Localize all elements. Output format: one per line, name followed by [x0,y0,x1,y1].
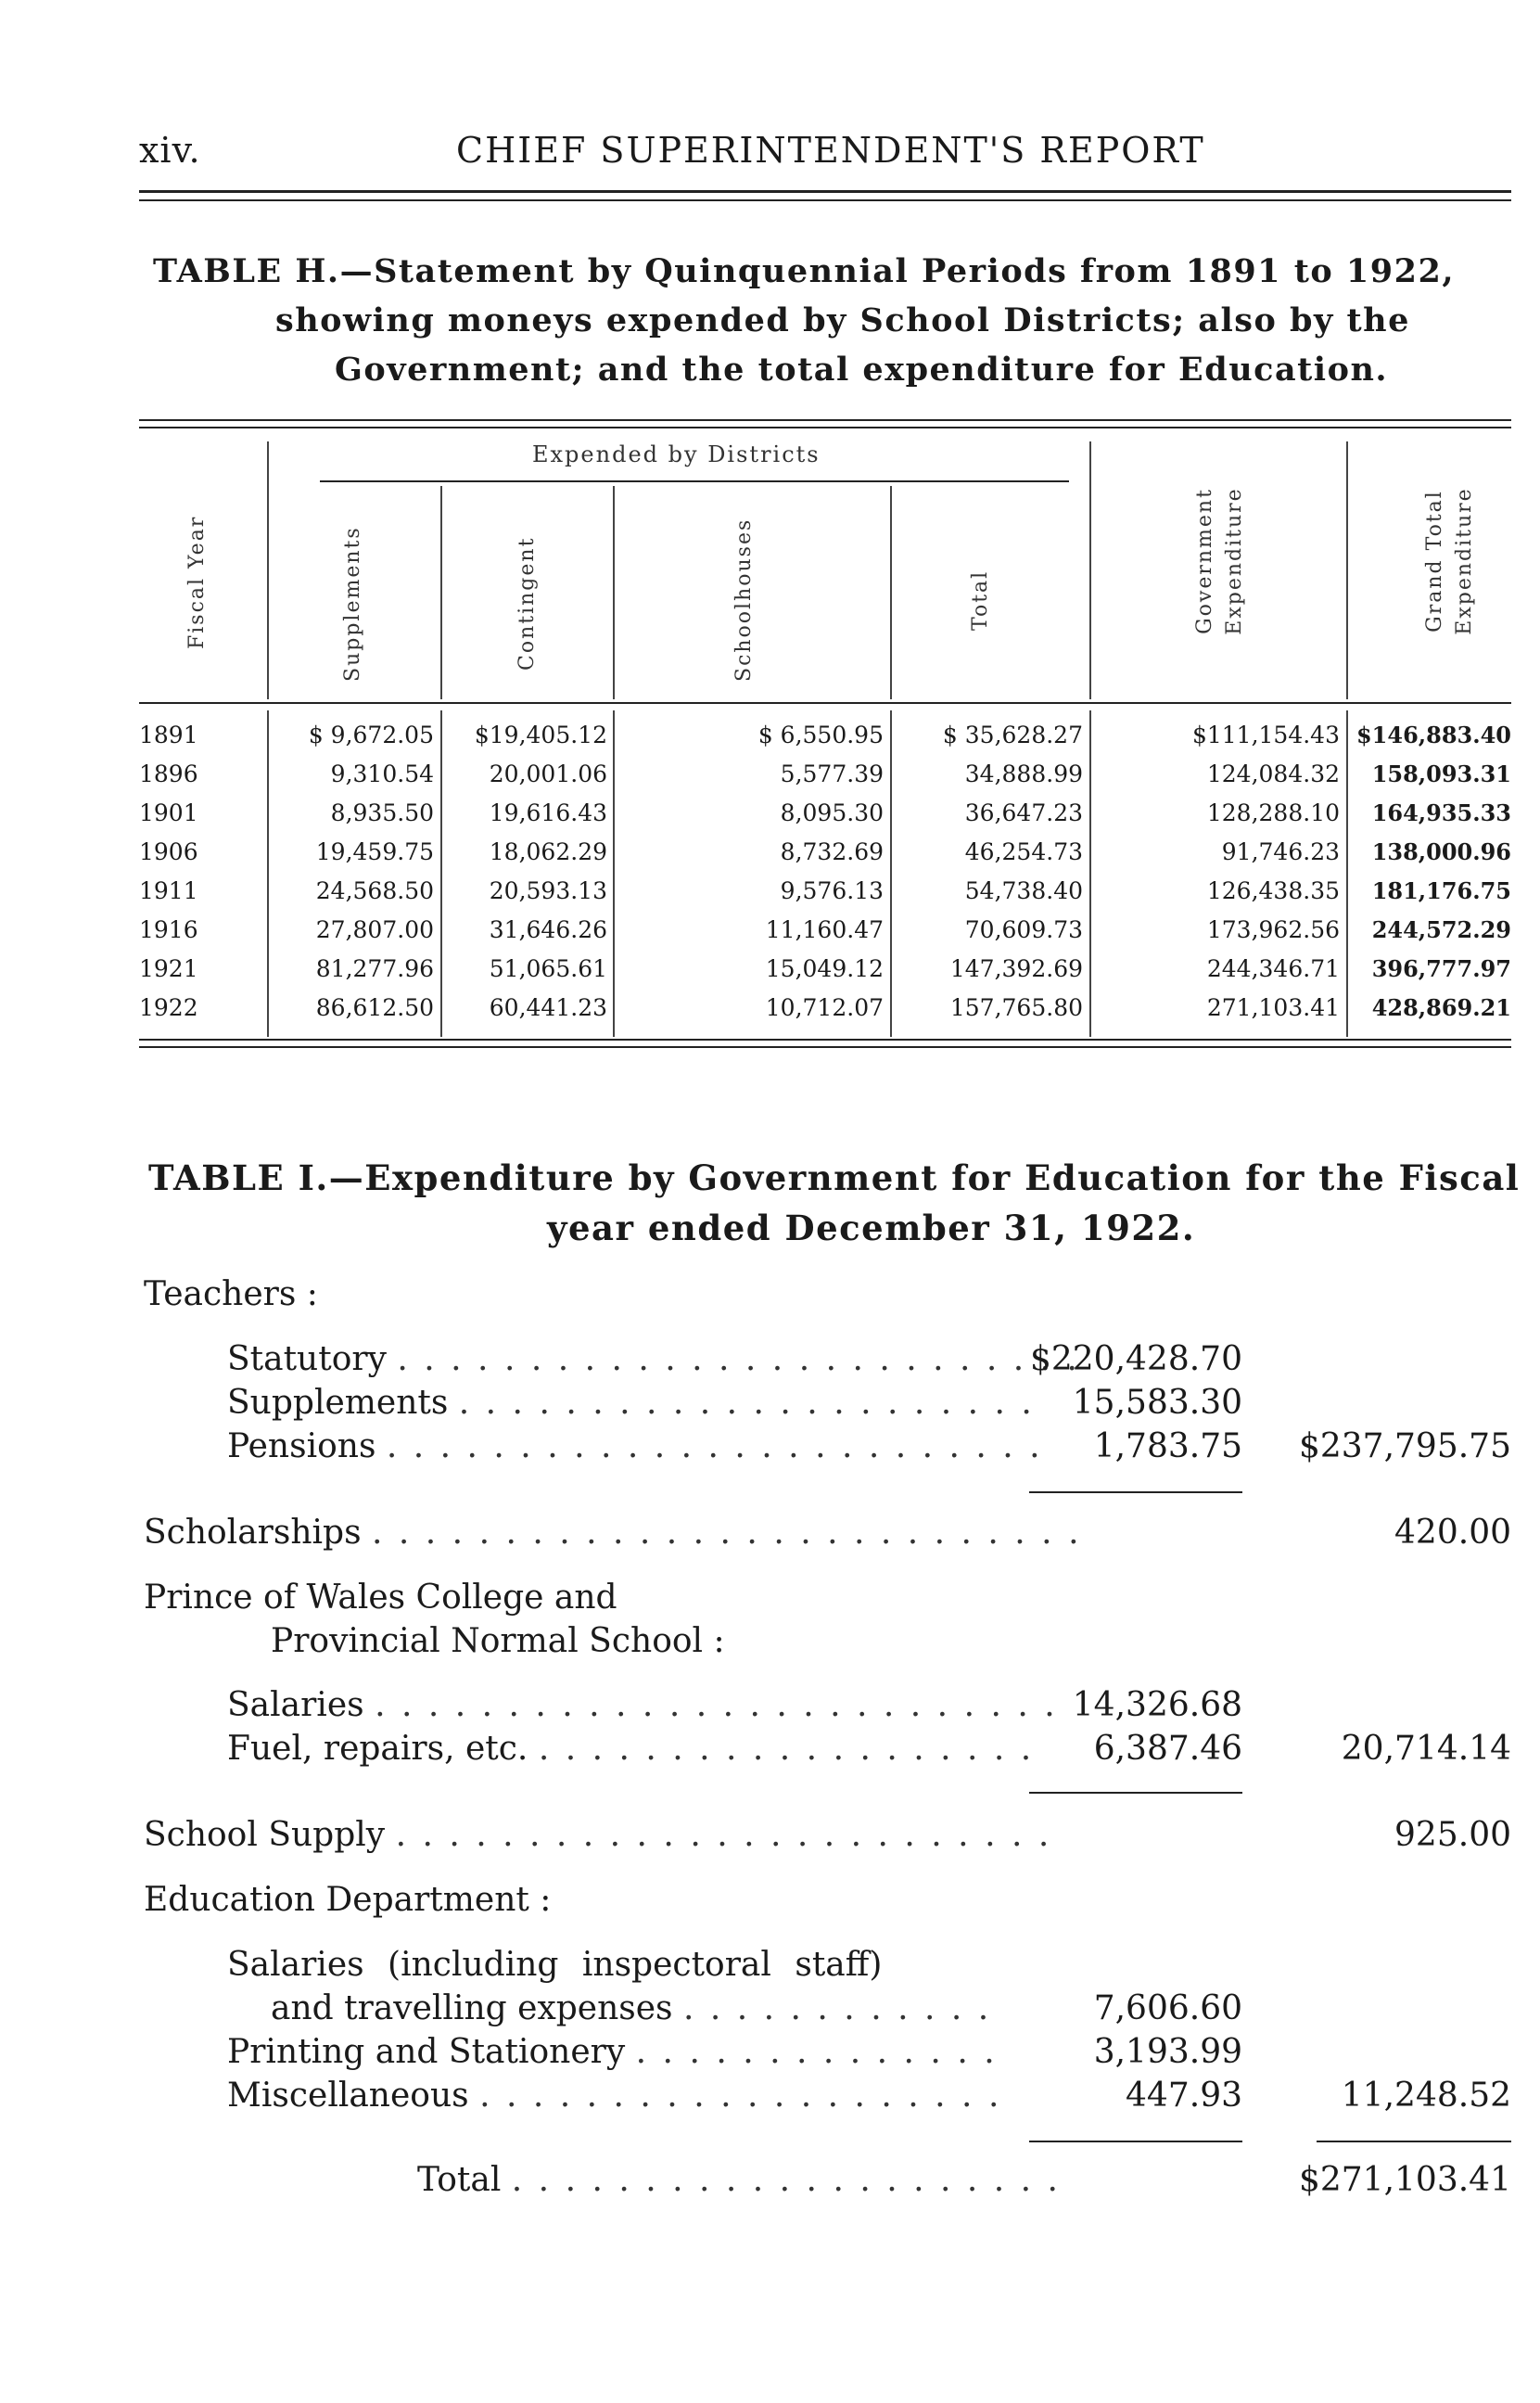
body-line-5 [1089,710,1091,1037]
pwc-heading-line-2: Provincial Normal School : [271,1622,725,1660]
cell-total: 36,647.23 [964,799,1083,826]
group-header-expended-by-districts: Expended by Districts [532,441,821,467]
pwc-subtotal-rule [1029,1792,1242,1794]
table-h-bottom-rule-1 [139,1039,1511,1041]
body-line-6 [1346,710,1348,1037]
misc-label: Miscellaneous [227,2077,469,2115]
page-number: xiv. [139,130,201,171]
table-h-title-line-1: TABLE H.—Statement by Quinquennial Periods from 1891 to 1922, [153,252,1455,290]
cell-total: 147,392.69 [949,955,1083,982]
col-line-3 [613,486,615,699]
body-line-1 [267,710,269,1037]
cell-schoolhouses: 9,576.13 [780,877,884,904]
scholarships-label: Scholarships [144,1514,362,1552]
cell-grand-total: $146,883.40 [1355,722,1511,748]
col-header-supplements: Supplements [341,526,364,682]
scholarships-row: Scholarships . . . . . . . . . . . . . . . . . . . . . . . . . . . [144,1514,1082,1552]
col-header-government-expenditure-text: Government Expenditure [1193,487,1246,635]
body-line-3 [613,710,615,1037]
table-h-header-rule [139,702,1511,704]
table-i-title-line-1: TABLE I.—Expenditure by Government for Education for the Fiscal [148,1157,1521,1198]
cell-total: 54,738.40 [964,877,1083,904]
header-rule-bottom [139,199,1511,201]
cell-government: 124,084.32 [1206,761,1340,787]
cell-grand-total: 181,176.75 [1371,877,1511,904]
ed-salaries-row: and travelling expenses . . . . . . . . . . . . [271,1989,992,2027]
school-supply-total: 925.00 [1394,1816,1511,1854]
table-h-top-rule-1 [139,419,1511,421]
teachers-heading: Teachers : [144,1275,318,1313]
cell-total: 70,609.73 [964,916,1083,943]
header-rule-top [139,190,1511,193]
pwc-total: 20,714.14 [1341,1730,1511,1768]
pwc-fuel-row: Fuel, repairs, etc. . . . . . . . . . . . . . . . . . . . [227,1730,1035,1768]
cell-total: 157,765.80 [949,994,1083,1021]
cell-supplements: 27,807.00 [315,916,434,943]
cell-year: 1891 [139,722,198,748]
cell-grand-total: 244,572.29 [1371,916,1511,943]
cell-year: 1896 [139,761,198,787]
table-i-title-line-2: year ended December 31, 1922. [547,1208,1196,1248]
col-line-4 [890,486,892,699]
pwc-fuel-amount: 6,387.46 [1093,1730,1242,1768]
pwc-fuel-label: Fuel, repairs, etc. [227,1730,528,1768]
scholarships-total: 420.00 [1394,1514,1511,1552]
cell-government: $111,154.43 [1191,722,1340,748]
printing-row: Printing and Stationery . . . . . . . . . . . . . . [227,2033,998,2071]
cell-contingent: $19,405.12 [474,722,607,748]
cell-total: 34,888.99 [964,761,1083,787]
pensions-amount: 1,783.75 [1093,1427,1242,1465]
table-h-title-line-3: Government; and the total expenditure for Education. [335,351,1389,389]
cell-grand-total: 428,869.21 [1371,994,1511,1021]
grand-total-rule [1317,2141,1511,2142]
supplements-label: Supplements [227,1384,449,1422]
cell-supplements: 86,612.50 [315,994,434,1021]
ed-salaries-label: and travelling expenses [271,1989,673,2027]
school-supply-row: School Supply . . . . . . . . . . . . . . . . . . . . . . . . . [144,1816,1052,1854]
cell-government: 244,346.71 [1206,955,1340,982]
cell-supplements: 19,459.75 [315,838,434,865]
cell-supplements: 9,310.54 [330,761,434,787]
cell-schoolhouses: 11,160.47 [765,916,884,943]
grand-total-amount: $271,103.41 [1298,2161,1511,2199]
col-header-total: Total [969,569,992,631]
cell-year: 1921 [139,955,198,982]
pwc-salaries-row: Salaries . . . . . . . . . . . . . . . . . . . . . . . . . . [227,1686,1058,1724]
pensions-row: Pensions . . . . . . . . . . . . . . . . . . . . . . . . . [227,1427,1043,1465]
cell-year: 1911 [139,877,198,904]
ed-dept-heading: Education Department : [144,1881,552,1919]
printing-label: Printing and Stationery [227,2033,626,2071]
school-supply-label: School Supply [144,1816,386,1854]
supplements-row: Supplements . . . . . . . . . . . . . . . . . . . . . . [227,1384,1035,1422]
cell-total: 46,254.73 [964,838,1083,865]
col-header-government-expenditure [1190,473,1250,649]
cell-contingent: 19,616.43 [489,799,607,826]
misc-row: Miscellaneous . . . . . . . . . . . . . . . . . . . . [227,2077,1002,2115]
body-line-2 [440,710,442,1037]
cell-supplements: 24,568.50 [315,877,434,904]
grand-total-row: Total . . . . . . . . . . . . . . . . . . . . . [417,2161,1061,2199]
pwc-heading-line-1: Prince of Wales College and [144,1579,617,1617]
cell-contingent: 51,065.61 [489,955,607,982]
col-header-grand-total-expenditure-text: Grand Total Expenditure [1423,487,1476,635]
cell-schoolhouses: $ 6,550.95 [757,722,884,748]
pensions-label: Pensions [227,1427,376,1465]
col-header-contingent: Contingent [515,536,539,671]
col-line-1 [267,441,269,699]
cell-government: 271,103.41 [1206,994,1340,1021]
pwc-salaries-label: Salaries [227,1686,364,1724]
pwc-salaries-amount: 14,326.68 [1072,1686,1242,1724]
grand-total-label: Total [417,2161,502,2199]
table-h-top-rule-2 [139,427,1511,428]
supplements-amount: 15,583.30 [1072,1384,1242,1422]
table-h-bottom-rule-2 [139,1046,1511,1048]
cell-grand-total: 138,000.96 [1371,838,1511,865]
cell-supplements: 81,277.96 [315,955,434,982]
statutory-amount: $220,428.70 [1029,1340,1242,1378]
body-line-4 [890,710,892,1037]
ed-dept-subtotal-rule [1029,2141,1242,2142]
col-line-6 [1346,441,1348,699]
teachers-subtotal-rule [1029,1491,1242,1493]
col-header-schoolhouses: Schoolhouses [732,518,756,682]
teachers-total: $237,795.75 [1298,1427,1511,1465]
cell-schoolhouses: 15,049.12 [765,955,884,982]
col-line-2 [440,486,442,699]
ed-salaries-line-1: Salaries (including inspectoral staff) [227,1946,883,1984]
cell-contingent: 20,001.06 [489,761,607,787]
cell-government: 126,438.35 [1206,877,1340,904]
cell-grand-total: 164,935.33 [1371,799,1511,826]
cell-contingent: 31,646.26 [489,916,607,943]
col-header-grand-total-expenditure [1420,473,1480,649]
col-line-5 [1089,441,1091,699]
cell-schoolhouses: 8,732.69 [780,838,884,865]
cell-year: 1906 [139,838,198,865]
cell-supplements: $ 9,672.05 [308,722,434,748]
group-header-rule [320,480,1069,482]
printing-amount: 3,193.99 [1093,2033,1242,2071]
cell-contingent: 18,062.29 [489,838,607,865]
cell-government: 173,962.56 [1206,916,1340,943]
cell-government: 128,288.10 [1206,799,1340,826]
cell-schoolhouses: 10,712.07 [765,994,884,1021]
cell-year: 1901 [139,799,198,826]
cell-grand-total: 158,093.31 [1371,761,1511,787]
ed-salaries-amount: 7,606.60 [1093,1989,1242,2027]
col-header-fiscal-year: Fiscal Year [185,515,209,649]
cell-government: 91,746.23 [1221,838,1340,865]
statutory-label: Statutory [227,1340,387,1378]
cell-schoolhouses: 8,095.30 [780,799,884,826]
cell-schoolhouses: 5,577.39 [780,761,884,787]
cell-year: 1922 [139,994,198,1021]
cell-supplements: 8,935.50 [330,799,434,826]
statutory-row: Statutory . . . . . . . . . . . . . . . . . . . . . . . . . . [227,1340,1081,1378]
cell-contingent: 20,593.13 [489,877,607,904]
misc-amount: 447.93 [1126,2077,1242,2115]
ed-dept-total: 11,248.52 [1341,2077,1511,2115]
cell-year: 1916 [139,916,198,943]
cell-contingent: 60,441.23 [489,994,607,1021]
cell-total: $ 35,628.27 [942,722,1083,748]
running-title: CHIEF SUPERINTENDENT'S REPORT [456,130,1205,171]
table-h-title-line-2: showing moneys expended by School Districts; also by the [275,301,1410,339]
cell-grand-total: 396,777.97 [1371,955,1511,982]
